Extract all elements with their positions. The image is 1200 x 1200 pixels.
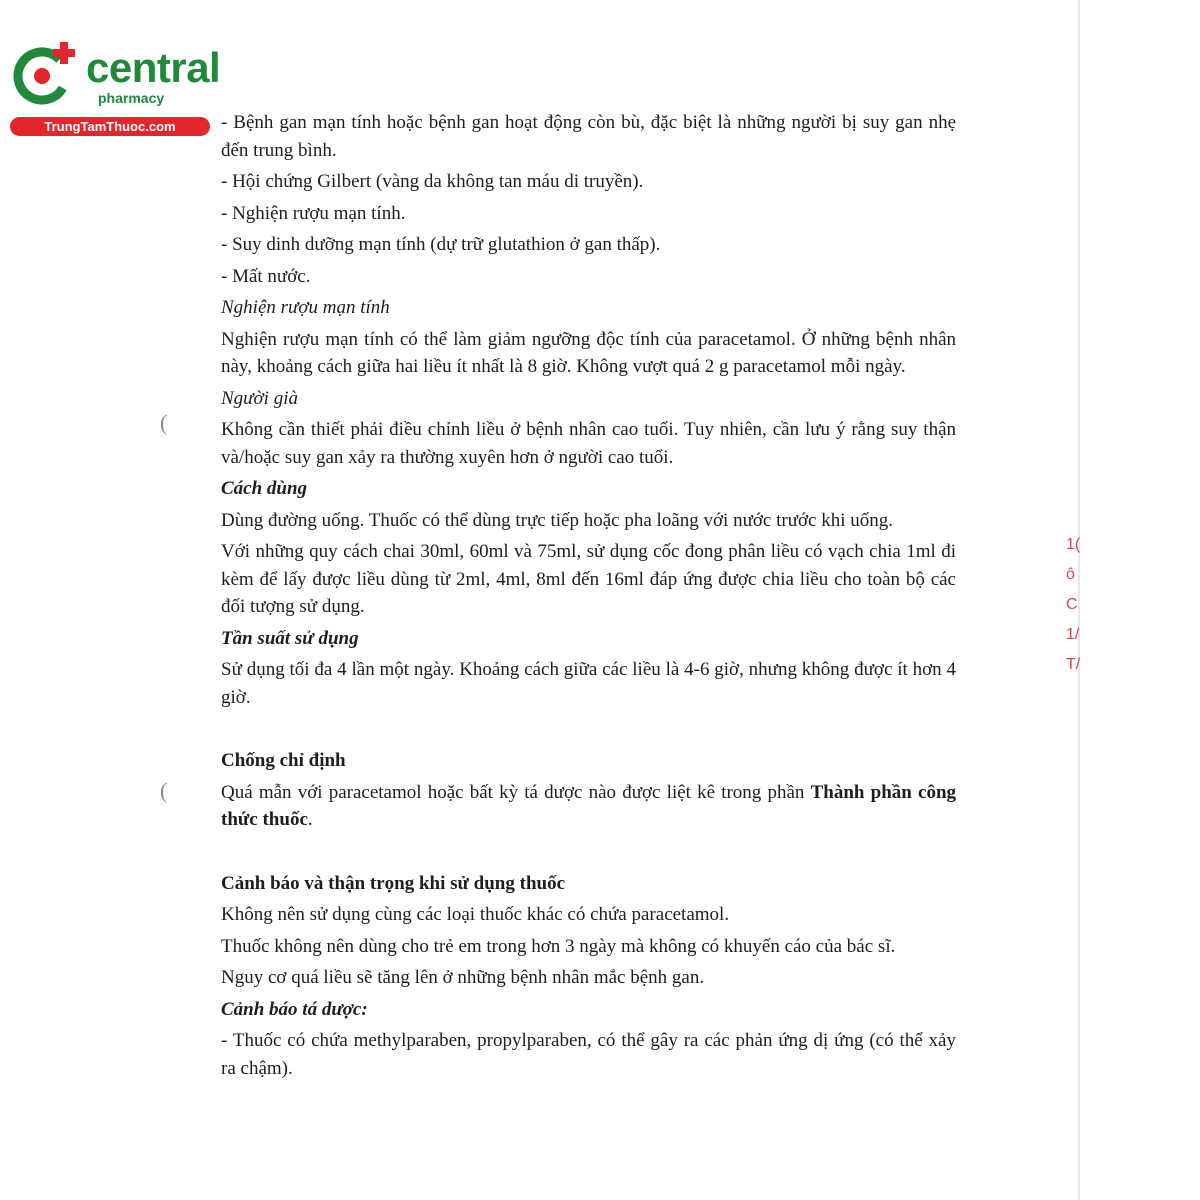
- warning-line: Nguy cơ quá liều sẽ tăng lên ở những bệnh nhân mắc bệnh gan.: [221, 967, 705, 988]
- excipient-warning-heading: Cảnh báo tá dược:: [221, 998, 368, 1020]
- margin-mark: (: [160, 778, 168, 803]
- alcohol-heading: Nghiện rượu mạn tính: [221, 297, 390, 318]
- brand-subtitle: pharmacy: [98, 90, 165, 106]
- contraindications-heading: Chống chỉ định: [221, 750, 346, 771]
- list-item: - Suy dinh dưỡng mạn tính (dự trữ glutathion ở gan thấp).: [221, 234, 661, 255]
- usage-heading: Cách dùng: [221, 478, 308, 499]
- warning-line: Không nên sử dụng cùng các loại thuốc khác có chứa paracetamol.: [221, 904, 730, 925]
- excipient-warning-paragraph: - Thuốc có chứa methylparaben, propylparaben, có thể gây ra các phản ứng dị ứng (có thể xảy ra chậm).: [221, 1030, 956, 1079]
- warning-line: Thuốc không nên dùng cho trẻ em trong hơn 3 ngày mà không có khuyến cáo của bác sĩ.: [221, 935, 896, 957]
- contraindications-text: Quá mẫn với paracetamol hoặc bất kỳ tá dược nào được liệt kê trong phần: [221, 781, 805, 803]
- list-item: - Hội chứng Gilbert (vàng da không tan máu di truyền).: [221, 171, 644, 192]
- frequency-paragraph: Sử dụng tối đa 4 lần một ngày. Khoảng cách giữa các liều là 4-6 giờ, nhưng không được ít hơn 4 giờ.: [221, 659, 956, 708]
- usage-paragraph: Với những quy cách chai 30ml, 60ml và 75ml, sử dụng cốc đong phân liều có vạch chia 1ml đi kèm để lấy được liều dùng từ 2ml, 4ml, 8ml đến 16ml đáp ứng được chia liều cho toàn bộ các đối tượng sử dụng.: [221, 541, 956, 617]
- list-item: - Bệnh gan mạn tính hoặc bệnh gan hoạt động còn bù, đặc biệt là những người bị suy gan nhẹ đến trung bình.: [221, 112, 956, 161]
- usage-paragraph: Dùng đường uống. Thuốc có thể dùng trực tiếp hoặc pha loãng với nước trước khi uống.: [221, 509, 894, 531]
- contraindications-period: .: [307, 809, 313, 830]
- elderly-heading: Người già: [221, 387, 298, 409]
- list-item: - Mất nước.: [221, 265, 311, 287]
- contraindications-paragraph: [221, 779, 956, 834]
- warnings-heading: Cảnh báo và thận trọng khi sử dụng thuốc: [221, 872, 566, 894]
- composition-reference: Thành phần công thức thuốc: [221, 781, 957, 830]
- brand-name: central: [86, 44, 221, 91]
- brand-url-badge[interactable]: TrungTamThuoc.com: [10, 117, 210, 136]
- frequency-heading: Tần suất sử dụng: [221, 627, 359, 649]
- document-body: [221, 109, 956, 1082]
- elderly-paragraph: Không cần thiết phải điều chỉnh liều ở bệnh nhân cao tuổi. Tuy nhiên, cần lưu ý rằng suy thận và/hoặc suy gan xảy ra thường xuyên hơn ở người cao tuổi.: [221, 419, 956, 468]
- brand-logo: [10, 38, 221, 138]
- list-item: - Nghiện rượu mạn tính.: [221, 202, 406, 224]
- red-stamp-fragment: 1( ô C 1/ T/: [1066, 536, 1081, 673]
- central-pharmacy-logo-icon: [10, 38, 82, 110]
- alcohol-paragraph: Nghiện rượu mạn tính có thể làm giảm ngưỡng độc tính của paracetamol. Ở những bệnh nhân này, khoảng cách giữa hai liều ít nhất là 8 giờ. Không vượt quá 2 g paracetamol mỗi ngày.: [221, 328, 956, 377]
- margin-mark: (: [160, 410, 168, 435]
